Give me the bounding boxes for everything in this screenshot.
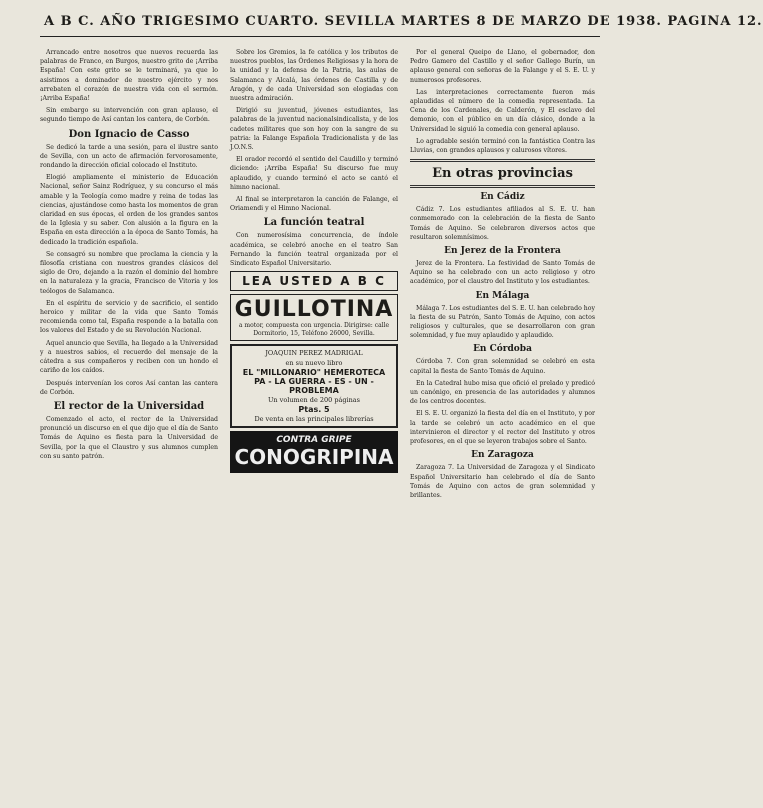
article-paragraph: Por el general Queipo de Llano, el gobernador, don Pedro Gamero del Castillo y el señor Gallego Burín, un aplauso general con señoras de la Falange y el S. E. U. y numerosos profesores. xyxy=(410,49,595,84)
subsection-heading: En Cádiz xyxy=(480,192,525,203)
article-paragraph: El orador recordó el sentido del Caudillo y terminó diciendo: ¡Arriba España! Su discurso fue muy aplaudido, y cuando terminó el acto se cantó el himno nacional. xyxy=(230,156,398,191)
divider xyxy=(410,159,595,162)
section-heading: En otras provincias xyxy=(432,166,573,182)
advert-line: Ptas. 5 xyxy=(298,405,330,415)
advert-line: PA - LA GUERRA - ES - UN - PROBLEMA xyxy=(254,377,374,396)
article-paragraph: El S. E. U. organizó la fiesta del día en el Instituto, y por la tarde se celebró un acto académico en el que intervinieron el director y el rector del Instituto y otros profesores, en el que se leyeron trabajos sobre el Santo. xyxy=(410,410,595,446)
advert-line: JOAQUIN PEREZ MADRIGAL xyxy=(265,349,363,358)
advert-title: GUILLOTINA xyxy=(234,297,394,323)
article-paragraph: En la Catedral hubo misa que ofició el prelado y predicó un canónigo, en presencia de las autoridades y alumnos de los centros docentes. xyxy=(410,379,595,406)
subsection-heading: En Córdoba xyxy=(473,344,532,355)
article-paragraph: Córdoba 7. Con gran solemnidad se celebró en esta capital la fiesta de Santo Tomás de Aquino. xyxy=(410,358,595,375)
divider xyxy=(410,185,595,188)
advert-book xyxy=(230,344,398,428)
article-paragraph: Aquel anuncio que Sevilla, ha llegado a la Universidad y a nuestros sabios, el recuerdo del mensaje de la cátedra a sus compañeros y reciben con un hondo el cariño de los caídos. xyxy=(40,339,218,375)
section-heading: El rector de la Universidad xyxy=(53,400,205,412)
article-paragraph: Elogió ampliamente el ministerio de Educación Nacional, señor Sainz Rodríguez, y su concurso el más amable y la Teología como madre y reina de todas las ciencias, ajustándose como hasta los momentos de gran claridad en sus épocas, el orden de los grandes santos de la Iglesia y su saber. Con alusión a la figura en la España en esta dirección a la época de Santo Tomás, ha dedicado la tradición española. xyxy=(40,174,218,246)
article-paragraph: Arrancado entre nosotros que nuevos recuerda las palabras de Franco, en Burgos, nuestro grito de ¡Arriba España! Con este grito se le terminará, ya que lo asistimos a dominador de nuestro ejército y nos arrebaten el corazón de nuestra vida con el sermón. ¡Arriba España! xyxy=(40,49,218,103)
advert-line: EL "MILLONARIO" HEMEROTECA xyxy=(242,368,386,378)
article-paragraph: Después intervenían los coros Así cantan las cantera de Corbón. xyxy=(40,379,218,396)
article-paragraph: Con numerosísima concurrencia, de índole académica, se celebró anoche en el teatro San Fernando la función teatral organizada por el Sindicato Español Universitario. xyxy=(230,232,398,268)
article-paragraph: Las interpretaciones correctamente fueron más aplaudidas el número de la comedia representada. La Cena de los Cardenales, de Calderón, y El esclavo del demonio, con el público en un día clásico, donde a la Universidad le siguió la comedia con general aplauso. xyxy=(410,88,595,133)
article-paragraph: En el espíritu de servicio y de sacrificio, el sentido heroico y militar de la vida que Santo Tomás recomienda como tal, España responde a la batalla con los valores del Estado y de su Revolución Nacional. xyxy=(40,299,218,335)
advert-subtitle: a motor, compuesta con urgencia. Dirigirse: calle Dormitorio, 15, Teléfono 26000, Sevilla. xyxy=(238,322,390,338)
masthead: A B C. AÑO TRIGESIMO CUARTO. SEVILLA MARTES 8 DE MARZO DE 1938. PAGINA 12. xyxy=(44,14,763,29)
article-paragraph: Sin embargo su intervención con gran aplauso, el segundo tiempo de Así cantan los cantera, de Corbón. xyxy=(40,107,218,124)
advert-brand: CONOGRIPINA xyxy=(234,445,394,470)
article-paragraph: Málaga 7. Los estudiantes del S. E. U. han celebrado hoy la fiesta de su Patrón, Santo Tomás de Aquino, con actos religiosos y culturales, que se desarrollaron con gran solemnidad, y fue muy aplaudido y aplaudido. xyxy=(410,304,595,340)
subsection-heading: En Jerez de la Frontera xyxy=(444,246,561,257)
subsection-heading: En Zaragoza xyxy=(471,450,534,461)
article-paragraph: Al final se interpretaron la canción de Falange, el Oriamendi y el Himno Nacional. xyxy=(230,196,398,213)
article-paragraph: Zaragoza 7. La Universidad de Zaragoza y el Sindicato Español Universitario han celebrado el día de Santo Tomás de Aquino con actos de gran solemnidad y brillantes. xyxy=(410,464,595,499)
advert-line: Un volumen de 200 páginas xyxy=(267,396,361,405)
advert-text: LEA USTED A B C xyxy=(242,274,386,289)
article-paragraph: Jerez de la Frontera. La festividad de Santo Tomás de Aquino se ha celebrado con un acto religioso y otro académico, por el claustro del Instituto y los estudiantes. xyxy=(410,260,595,286)
advert-line: De venta en las principales librerías xyxy=(254,415,374,424)
column-1 xyxy=(40,48,218,800)
advert-line: en su nuevo libro xyxy=(285,359,343,368)
article-paragraph: Cádiz 7. Los estudiantes afiliados al S. E. U. han conmemorado con la celebración de la fiesta de Santo Tomás de Aquino. Se celebraron diversos actos que resultaron solemnísimos. xyxy=(410,206,595,241)
advert-read-abc xyxy=(230,271,398,291)
advert-conogripina xyxy=(230,431,398,473)
article-paragraph: Sobre los Gremios, la fe católica y los tributos de nuestros pueblos, las Órdenes Religiosas y la hora de la unidad y la defensa de la Patria, las aulas de Salamanca y Alcalá, las órdenes de Castilla y de Aragón, y de cada Universidad son elogiadas con nuestra admiración. xyxy=(230,49,398,103)
advert-guillotina xyxy=(230,294,398,341)
article-paragraph: Lo agradable sesión terminó con la fantástica Contra las Lluvias, con grandes aplausos y calurosos vítores. xyxy=(410,137,595,155)
column-2 xyxy=(230,48,398,800)
article-paragraph: Comenzado el acto, el rector de la Universidad pronunció un discurso en el que dijo que el día de Santo Tomás de Aquino es fiesta para la Universidad de Sevilla, por la que el Claustro y sus alumnos cumplen con su santo patrón. xyxy=(40,415,218,460)
column-3 xyxy=(410,48,595,800)
advert-tagline: CONTRA GRIPE xyxy=(276,435,352,446)
article-paragraph: Se dedicó la tarde a una sesión, para el ilustre santo de Sevilla, con un acto de afirmación fervorosamente, rondando la dirección oficial colocado el Instituto. xyxy=(40,143,218,170)
page-header xyxy=(40,10,763,37)
article-paragraph: Dirigió su juventud, jóvenes estudiantes, las palabras de la juventud nacionalsindicalista, y de los cadetes militares que son hoy con la sangre de su patria: la Falange Española Tradicionalista y de las J.O.N.S. xyxy=(230,107,398,152)
subsection-heading: En Málaga xyxy=(475,290,530,301)
section-heading: La función teatral xyxy=(263,217,365,229)
article-paragraph: Se consagró su nombre que proclama la ciencia y la filosofía cristiana con nuestros grandes clásicos del siglo de Oro, dejando a la razón el dominio del hombre en la naturaleza y la gracia, Francisco de Vitoria y los teólogos de Salamanca. xyxy=(40,250,218,295)
section-heading: Don Ignacio de Casso xyxy=(68,128,190,140)
